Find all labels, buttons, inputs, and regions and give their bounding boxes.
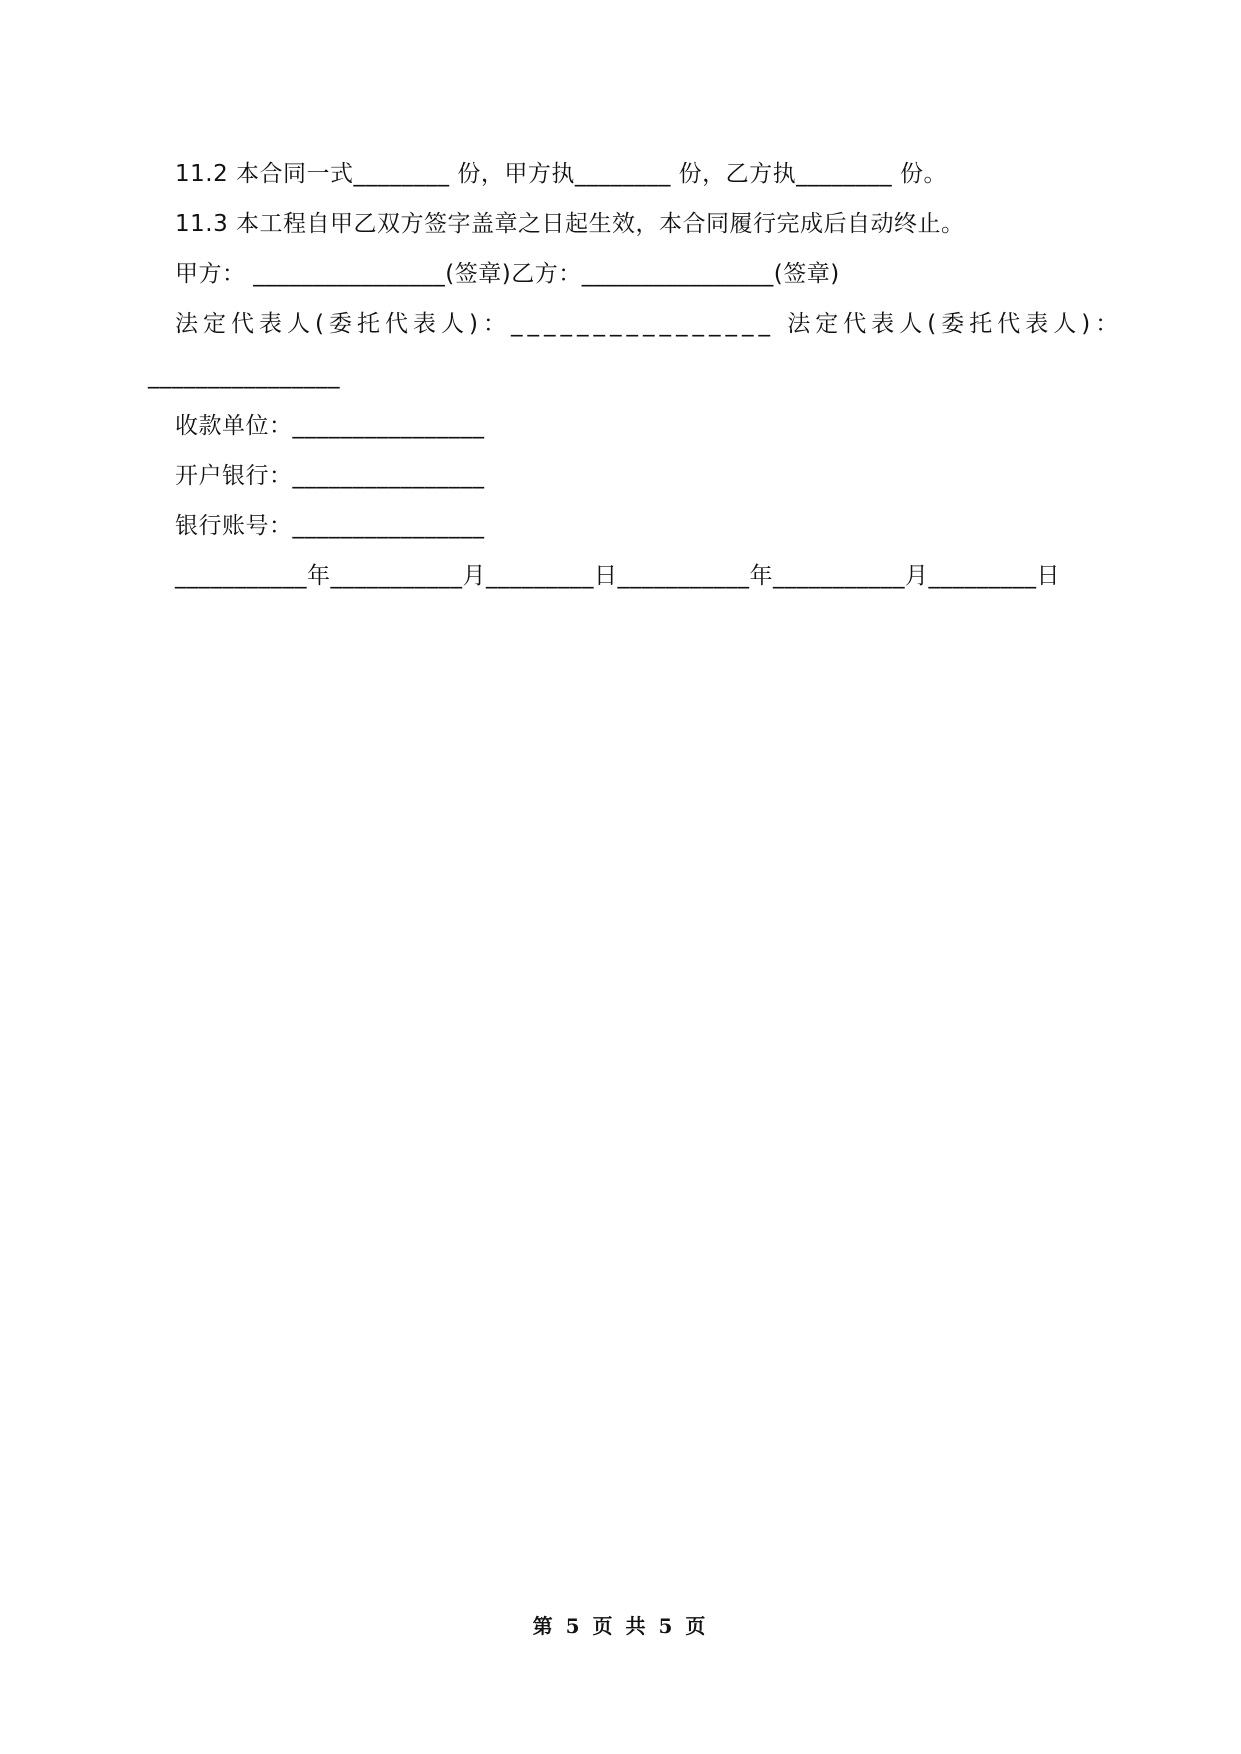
bank-account-line: 银行账号：________________ xyxy=(175,513,485,539)
clause-11-3: 11.3 本工程自甲乙双方签字盖章之日起生效，本合同履行完成后自动终止。 xyxy=(175,211,965,237)
date-line: ___________年___________月_________日___________年___________月_________日 xyxy=(175,563,1060,589)
signature-parties-line: 甲方： ________________(签章)乙方：________________(签章) xyxy=(175,261,840,287)
page-number-footer: 第 5 页 共 5 页 xyxy=(532,1614,709,1638)
legal-representative-blank: ________________ xyxy=(148,363,340,389)
payee-unit-line: 收款单位：________________ xyxy=(175,413,485,439)
clause-11-2: 11.2 本合同一式________ 份，甲方执________ 份，乙方执________ 份。 xyxy=(175,161,947,187)
legal-representative-line: 法定代表人(委托代表人)：________________ 法定代表人(委托代表人)： xyxy=(175,311,1124,337)
opening-bank-line: 开户银行：________________ xyxy=(175,463,485,489)
